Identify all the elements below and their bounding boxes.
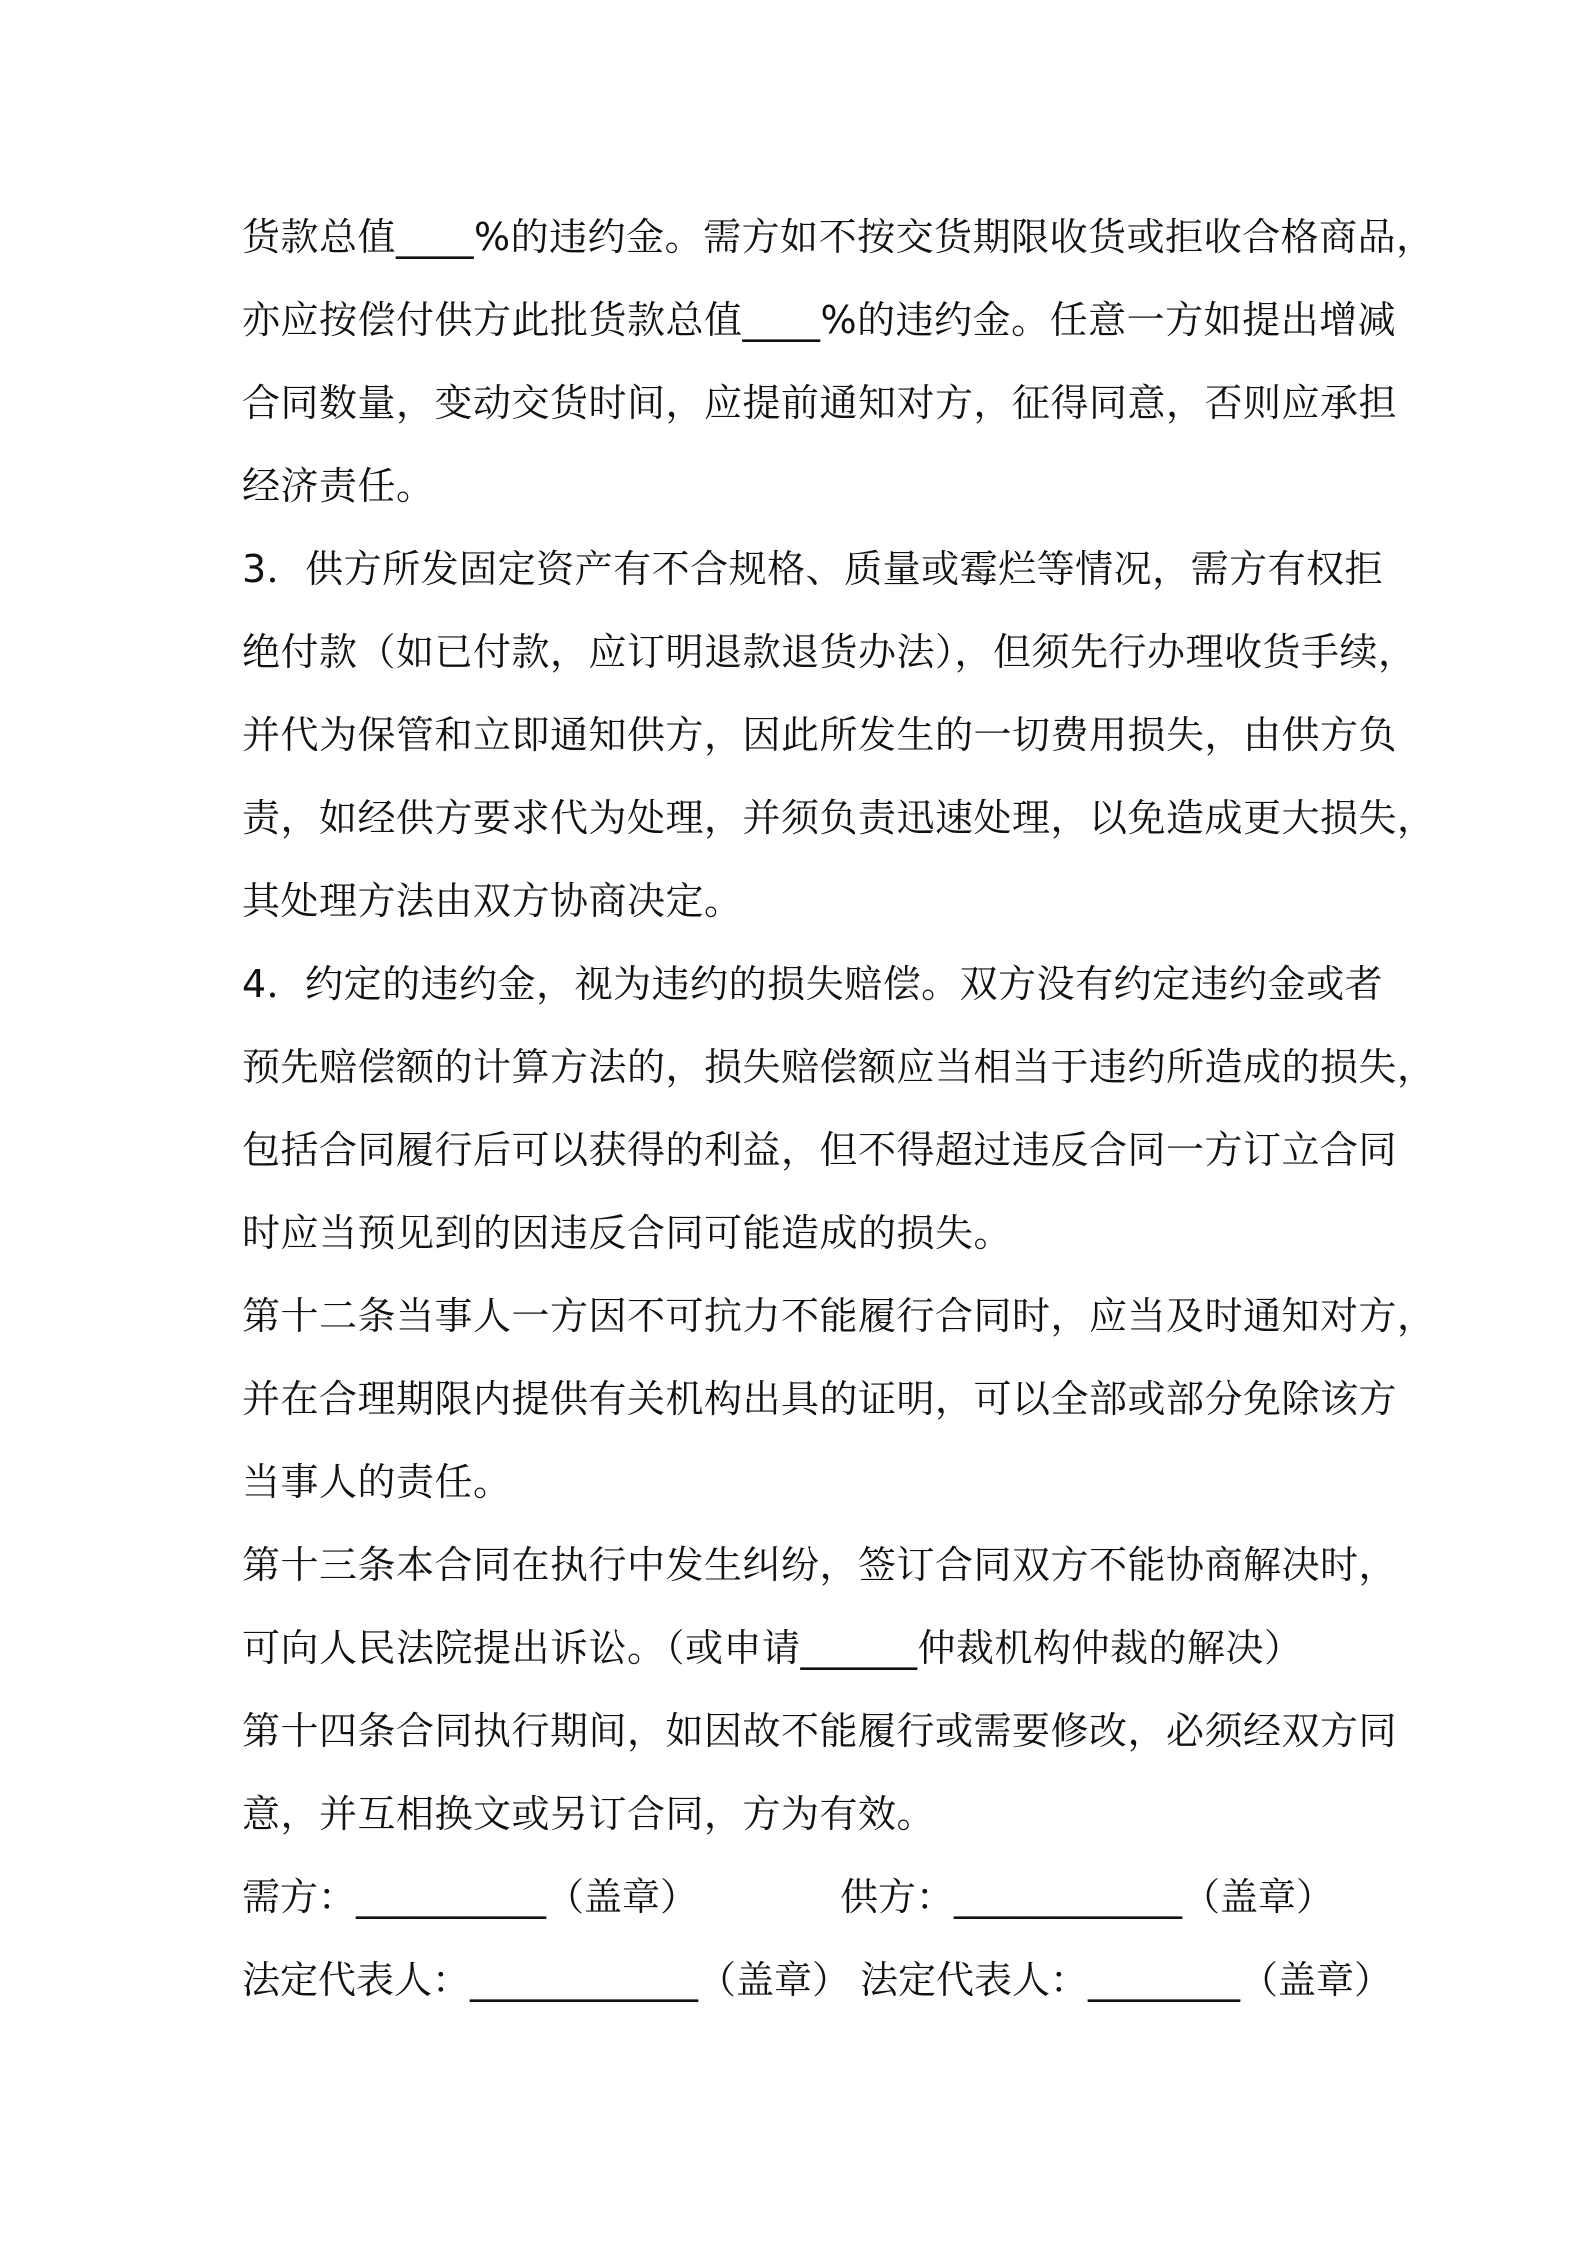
text-line: 4．约定的违约金，视为违约的损失赔偿。双方没有约定违约金或者 [242,962,1384,1006]
text-line: 亦应按偿付供方此批货款总值____%的违约金。任意一方如提出增减 [242,298,1397,342]
text-line: 第十二条当事人一方因不可抗力不能履行合同时，应当及时通知对方， [242,1294,1436,1338]
text-line: 3．供方所发固定资产有不合规格、质量或霉烂等情况，需方有权拒 [242,547,1384,591]
text-line: 其处理方法由双方协商决定。 [242,879,743,923]
text-line: 绝付款（如已付款，应订明退款退货办法），但须先行办理收货手续， [242,630,1417,674]
text-line: 经济责任。 [242,464,435,508]
text-line: 并代为保管和立即通知供方，因此所发生的一切费用损失，由供方负 [242,713,1398,757]
buyer-representative-signature: 法定代表人：____________（盖章） [242,1958,851,2002]
supplier-signature: 供方：____________（盖章） [840,1875,1335,1919]
text-line: 责，如经供方要求代为处理，并须负责迅速处理，以免造成更大损失， [242,796,1436,840]
text-line: 预先赔偿额的计算方法的，损失赔偿额应当相当于违约所造成的损失， [242,1045,1436,1089]
text-line: 并在合理期限内提供有关机构出具的证明，可以全部或部分免除该方 [242,1377,1398,1421]
text-line: 第十三条本合同在执行中发生纠纷，签订合同双方不能协商解决时， [242,1543,1398,1587]
text-line: 可向人民法院提出诉讼。（或申请______仲裁机构仲裁的解决） [242,1626,1303,1670]
signature-row-representatives [242,1955,1393,2005]
text-line: 货款总值____%的违约金。需方如不按交货期限收货或拒收合格商品， [242,215,1435,259]
text-line: 当事人的责任。 [242,1460,512,1504]
text-line: 包括合同履行后可以获得的利益，但不得超过违反合同一方订立合同 [242,1128,1398,1172]
text-line: 第十四条合同执行期间，如因故不能履行或需要修改，必须经双方同 [242,1709,1398,1753]
text-line: 时应当预见到的因违反合同可能造成的损失。 [242,1211,1013,1255]
supplier-representative-signature: 法定代表人：________（盖章） [860,1958,1393,2002]
text-line: 合同数量，变动交货时间，应提前通知对方，征得同意，否则应承担 [242,381,1398,425]
buyer-signature: 需方：__________（盖章） [242,1875,699,1919]
text-line: 意，并互相换文或另订合同，方为有效。 [242,1792,936,1836]
signature-row-parties [242,1872,1362,1922]
